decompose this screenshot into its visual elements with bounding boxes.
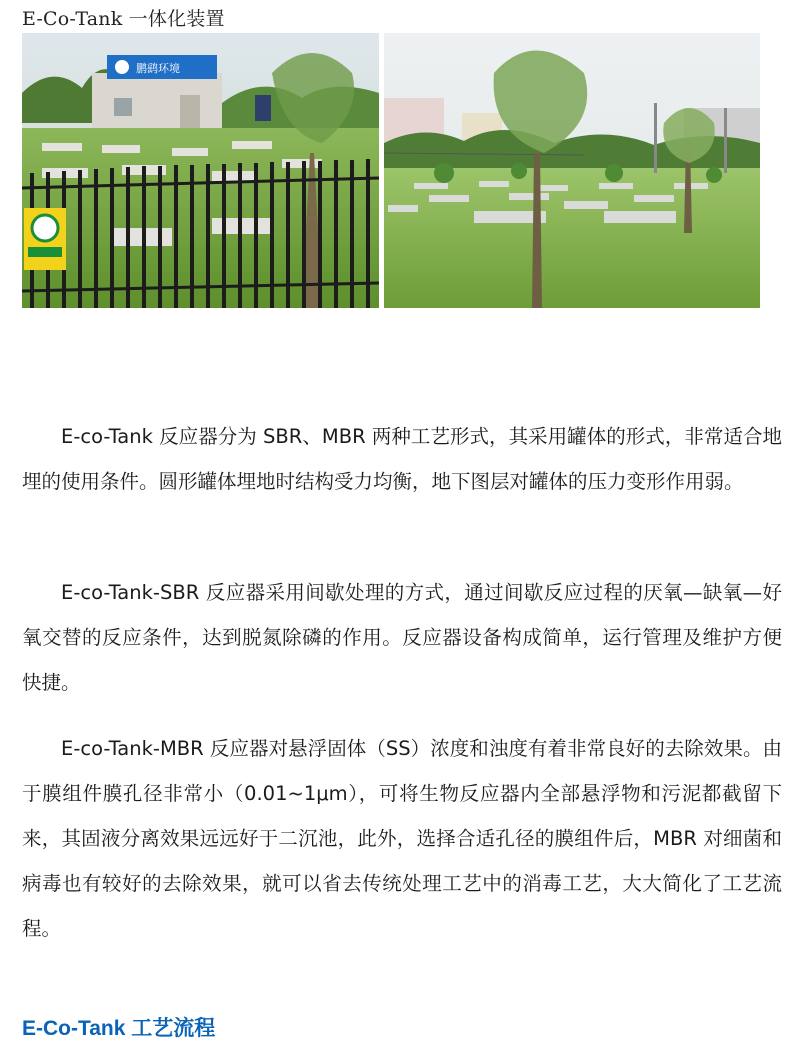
installation-photo-fenced-site <box>22 33 379 308</box>
paragraph-mbr: E-co-Tank-MBR 反应器对悬浮固体（SS）浓度和浊度有着非常良好的去除效果。由于膜组件膜孔径非常小（0.01~1μm），可将生物反应器内全部悬浮物和污泥都截留下来，其固液分离效果远远好于二沉池，此外，选择合适孔径的膜组件后，MBR 对细菌和病毒也有较好的去除效果，就可以省去传统处理工艺中的消毒工艺，大大简化了工艺流程。 <box>22 737 782 940</box>
no-entry-icon <box>32 215 58 241</box>
section-title-process-flow: E-Co-Tank 工艺流程 <box>22 1017 216 1040</box>
installation-photo-lawn-site <box>384 33 760 308</box>
company-logo-icon <box>115 60 129 74</box>
paragraph-sbr: E-co-Tank-SBR 反应器采用间歇处理的方式，通过间歇反应过程的厌氧—缺氧—好氧交替的反应条件，达到脱氮除磷的作用。反应器设备构成简单，运行管理及维护方便快捷。 <box>22 581 782 694</box>
company-sign-text: 鹏鹞环境 <box>136 62 180 75</box>
lawn-site-illustration <box>384 33 760 308</box>
image-caption: E-Co-Tank 一体化装置 <box>22 8 225 30</box>
fenced-site-illustration <box>22 33 379 308</box>
paragraph-overview: E-co-Tank 反应器分为 SBR、MBR 两种工艺形式，其采用罐体的形式，非常适合地埋的使用条件。圆形罐体埋地时结构受力均衡，地下图层对罐体的压力变形作用弱。 <box>22 425 782 493</box>
